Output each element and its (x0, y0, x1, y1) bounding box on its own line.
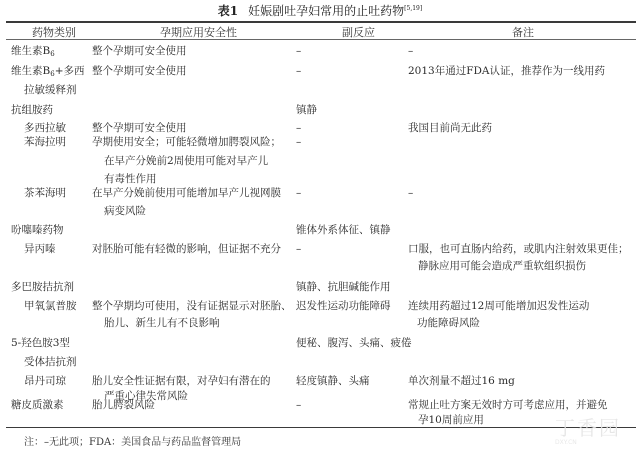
drug-name: 多西拉敏 (24, 122, 66, 134)
remarks: 口服，也可直肠内给药，或肌内注射效果更佳； (408, 243, 629, 255)
side-effects: 轻度镇静、头痛 (296, 375, 370, 387)
table-caption: 妊娠剧吐孕妇常用的止吐药物 (248, 4, 405, 18)
remarks: – (408, 45, 414, 57)
safety-text: 整个孕期可安全使用 (92, 122, 187, 134)
safety-text: 对胚胎可能有轻微的影响，但证据不充分 (92, 243, 281, 255)
side-effects: – (296, 187, 302, 199)
safety-text-line3: 有毒性作用 (104, 173, 157, 185)
remarks: 我国目前尚无此药 (408, 122, 492, 134)
bottom-rule (6, 427, 636, 428)
side-effects: – (296, 122, 302, 134)
side-effects: 锥体外系体征、镇静 (296, 224, 391, 236)
side-effects: 便秘、腹泻、头痛、疲倦 (296, 337, 412, 349)
side-effects: – (296, 399, 302, 411)
drug-category: 多巴胺拮抗剂 (11, 281, 74, 293)
drug-name: 昂丹司琼 (24, 375, 66, 387)
drug-name: 糖皮质激素 (11, 399, 64, 411)
side-effects: – (296, 136, 302, 148)
side-effects: 迟发性运动功能障碍 (296, 300, 391, 312)
table-title (0, 2, 640, 19)
drug-name: 茶苯海明 (24, 187, 66, 199)
side-effects: – (296, 45, 302, 57)
drug-name: 异丙嗪 (24, 243, 56, 255)
remarks: – (408, 187, 414, 199)
safety-text: 整个孕期可安全使用 (92, 45, 187, 57)
header-side-effects: 副反应 (342, 26, 375, 39)
drug-category-line2: 受体拮抗剂 (24, 356, 77, 368)
side-effects: – (296, 65, 302, 77)
drug-name: 甲氧氯普胺 (24, 300, 77, 312)
safety-text: 胎儿安全性证据有限，对孕妇有潜在的 (92, 375, 271, 387)
top-rule (6, 21, 636, 23)
safety-text-line2: 胎儿、新生儿有不良影响 (104, 317, 220, 329)
remarks-line2: 静脉应用可能会造成严重软组织损伤 (418, 260, 586, 272)
safety-text: 整个孕期可安全使用 (92, 65, 187, 77)
side-effects: 镇静 (296, 104, 317, 116)
drug-name-line2: 拉敏缓释剂 (24, 84, 77, 96)
drug-name: 维生素$B_6+$多西 (11, 65, 85, 78)
drug-category: 抗组胺药 (11, 104, 53, 116)
safety-text: 胎儿腭裂风险 (92, 399, 155, 411)
drug-name: 苯海拉明 (24, 136, 66, 148)
header-pregnancy-safety: 孕期应用安全性 (160, 26, 237, 39)
table-footnote: 注：–无此项；FDA：美国食品与药品监督管理局 (24, 437, 242, 448)
side-effects: – (296, 243, 302, 255)
header-drug-category: 药物类别 (32, 26, 76, 39)
header-rule (6, 39, 636, 40)
safety-text: 在早产分娩前使用可能增加早产儿视网膜 (92, 187, 281, 199)
watermark-logo: 丁香园 DXY.CN (555, 416, 621, 446)
remarks: 连续用药超过12周可能增加迟发性运动 (408, 300, 590, 312)
safety-text: 孕期使用安全；可能轻微增加腭裂风险； (92, 136, 281, 148)
remarks: 单次剂量不超过16 mg (408, 375, 515, 387)
safety-text-line2: 病变风险 (104, 205, 146, 217)
safety-text: 整个孕期均可使用，没有证据显示对胚胎、 (92, 300, 292, 312)
safety-text-line2: 在早产分娩前2周使用可能对早产儿 (104, 155, 269, 167)
remarks: 常规止吐方案无效时方可考虑应用，并避免 (408, 399, 608, 411)
safety-text-line2: 严重心律失常风险 (104, 390, 188, 402)
remarks: 2013年通过FDA认证，推荐作为一线用药 (408, 65, 606, 77)
header-remarks: 备注 (512, 26, 534, 39)
drug-category: 吩噻嗪药物 (11, 224, 64, 236)
side-effects: 镇静、抗胆碱能作用 (296, 281, 391, 293)
table-number: 表1 (217, 4, 239, 18)
drug-name: 维生素$B_6$ (11, 45, 55, 58)
remarks-line2: 孕10周前应用 (418, 414, 484, 426)
remarks-line2: 功能障碍风险 (417, 317, 480, 329)
drug-category: 5-羟色胺3型 (11, 337, 70, 349)
reference-superscript: [5,19] (404, 5, 423, 12)
